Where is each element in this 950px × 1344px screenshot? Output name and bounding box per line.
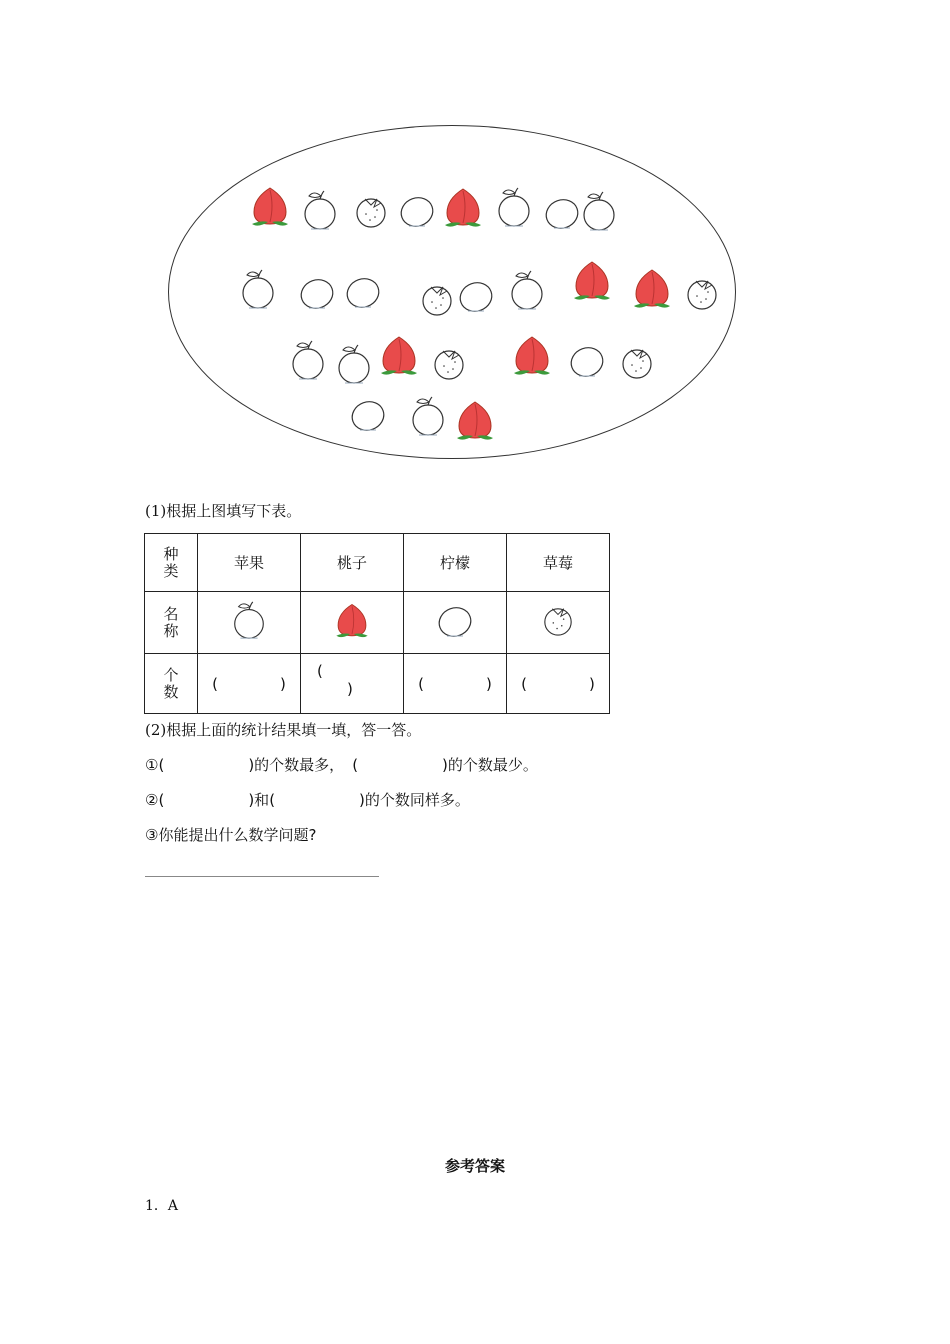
type-peach: 桃子 xyxy=(301,534,404,592)
type-strawberry: 草莓 xyxy=(507,534,610,592)
peach-icon xyxy=(252,188,288,226)
strawberry-icon xyxy=(435,351,463,379)
apple-icon xyxy=(512,271,542,309)
question2-item3: ③你能提出什么数学问题? xyxy=(145,826,317,844)
lemon-icon xyxy=(297,275,337,312)
lemon-icon xyxy=(542,195,582,232)
answer-title: 参考答案 xyxy=(444,1157,505,1175)
answer-line[interactable] xyxy=(145,876,379,877)
name-lemon-cell xyxy=(404,592,507,654)
strawberry-icon xyxy=(688,281,716,309)
question2-text: 根据上面的统计结果填一填，答一答。 xyxy=(166,721,422,739)
table-row-type xyxy=(145,534,610,592)
lemon-icon xyxy=(437,601,473,641)
question1-text: 根据上图填写下表。 xyxy=(166,502,302,520)
question2-item1: ①( )的个数最多， ( )的个数最少。 xyxy=(145,756,538,774)
row-header-type: 种类 xyxy=(145,534,198,592)
peach-icon xyxy=(445,189,481,227)
peach-icon xyxy=(514,337,550,375)
lemon-icon xyxy=(397,193,437,230)
lemon-icon xyxy=(456,278,496,315)
apple-icon xyxy=(243,270,273,308)
question2-label: (2) xyxy=(145,721,167,739)
name-peach-cell xyxy=(301,592,404,654)
count-apple-input[interactable]: ( ) xyxy=(198,654,301,714)
type-apple: 苹果 xyxy=(198,534,301,592)
apple-icon xyxy=(499,188,529,226)
row-header-name: 名称 xyxy=(145,592,198,654)
count-peach-input[interactable]: ( ) xyxy=(301,654,404,714)
count-lemon-input[interactable]: ( ) xyxy=(404,654,507,714)
row-header-count: 个数 xyxy=(145,654,198,714)
apple-icon xyxy=(413,397,443,435)
strawberry-icon xyxy=(542,604,574,638)
table-row-name xyxy=(145,592,610,654)
stats-table xyxy=(144,533,610,714)
question2-item2: ②( )和( )的个数同样多。 xyxy=(145,791,470,809)
table-row-count xyxy=(145,654,610,714)
apple-icon xyxy=(305,191,335,229)
apple-icon xyxy=(293,341,323,379)
count-strawberry-input[interactable]: ( ) xyxy=(507,654,610,714)
question2 xyxy=(145,719,421,740)
apple-icon xyxy=(584,192,614,230)
peach-icon xyxy=(381,337,417,375)
name-strawberry-cell xyxy=(507,592,610,654)
first-answer: 1．A xyxy=(145,1198,179,1214)
peach-icon xyxy=(457,402,493,440)
lemon-icon xyxy=(343,274,383,311)
lemon-icon xyxy=(348,397,388,434)
peach-icon xyxy=(574,262,610,300)
fruits-layer xyxy=(0,0,950,480)
strawberry-icon xyxy=(357,199,385,227)
apple-icon xyxy=(231,601,267,641)
strawberry-icon xyxy=(423,287,451,315)
peach-icon xyxy=(334,601,370,641)
type-lemon: 柠檬 xyxy=(404,534,507,592)
peach-icon xyxy=(634,270,670,308)
lemon-icon xyxy=(567,343,607,380)
question1-label: (1) xyxy=(145,502,167,520)
name-apple-cell xyxy=(198,592,301,654)
apple-icon xyxy=(339,345,369,383)
question1 xyxy=(145,500,301,521)
strawberry-icon xyxy=(623,350,651,378)
